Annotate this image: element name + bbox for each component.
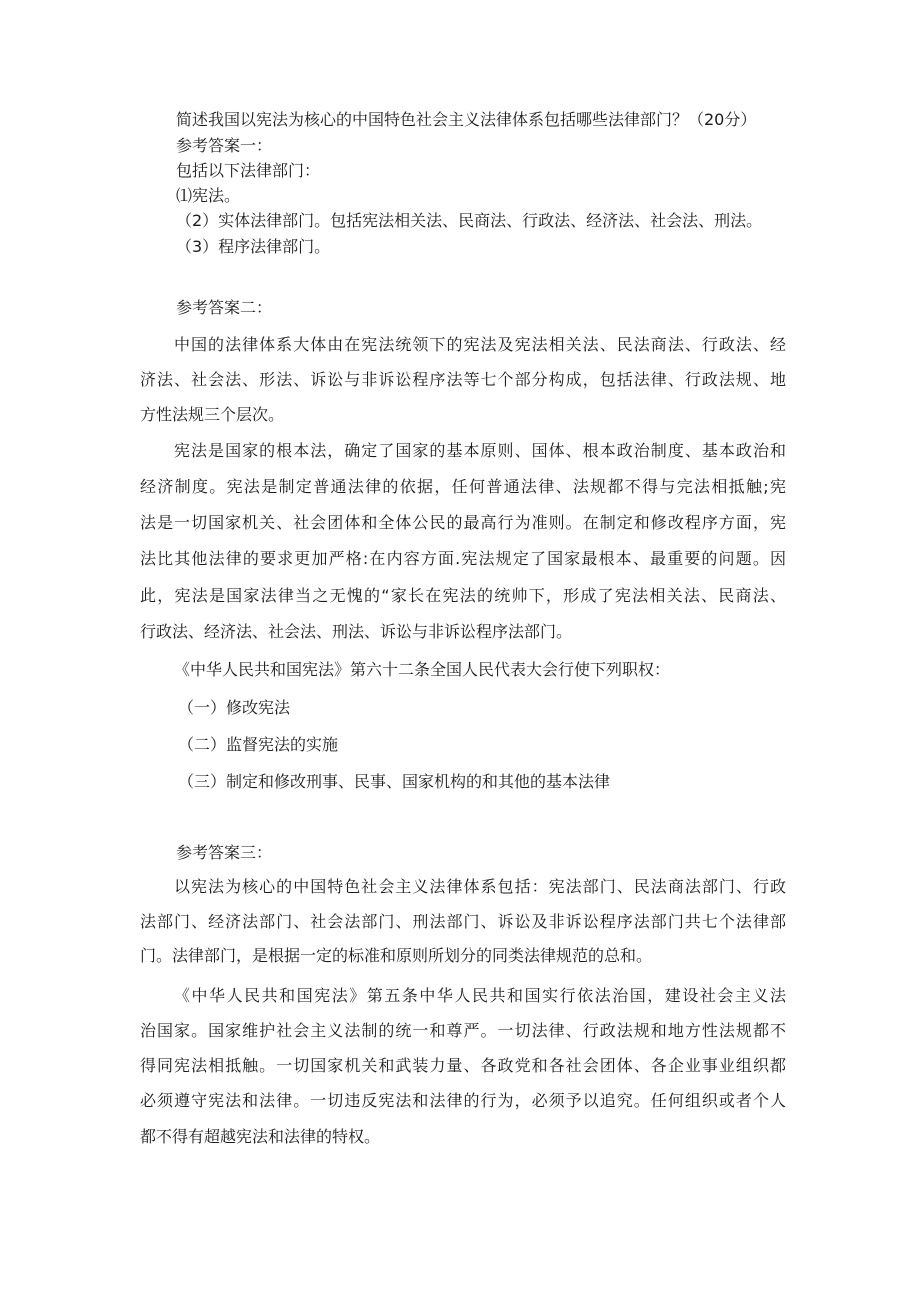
answer3-para2-line: 治国家。国家维护社会主义法制的统一和尊严。一切法律、行政法规和地方性法规都不 xyxy=(140,1021,786,1040)
answer1-item: （2）实体法律部门。包括宪法相关法、民商法、行政法、经济法、社会法、刑法。 xyxy=(176,211,763,230)
answer2-para2-line: 法比其他法律的要求更加严格:在内容方面.宪法规定了国家最根本、最重要的问题。因 xyxy=(140,549,786,568)
answer3-para2-line: 得同宪法相抵触。一切国家机关和武装力量、各政党和各社会团体、各企业事业组织都 xyxy=(140,1056,786,1075)
answer2-para2-line: 行政法、经济法、社会法、刑法、诉讼与非诉讼程序法部门。 xyxy=(140,622,573,641)
article62-intro: 《中华人民共和国宪法》第六十二条全国人民代表大会行使下列职权： xyxy=(174,660,671,679)
answer3-para2-line: 必须遵守宪法和法律。一切违反宪法和法律的行为，必须予以追究。任何组织或者个人 xyxy=(140,1091,786,1110)
answer3-para2-line: 《中华人民共和国宪法》第五条中华人民共和国实行依法治国，建设社会主义法 xyxy=(174,986,786,1005)
answer2-para2-line: 经济制度。宪法是制定普通法律的依据，任何普通法律、法规都不得与完法相抵触;宪 xyxy=(140,477,786,496)
answer2-para2-line: 法是一切国家机关、社会团体和全体公民的最高行为准则。在制定和修改程序方面，宪 xyxy=(140,513,786,532)
answer2-para2-line: 此，宪法是国家法律当之无愧的“家长在宪法的统帅下，形成了宪法相关法、民商法、 xyxy=(140,586,786,605)
answer2-para1-line: 中国的法律体系大体由在宪法统领下的宪法及宪法相关法、民法商法、行政法、经 xyxy=(174,335,786,354)
answer1-intro: 包括以下法律部门： xyxy=(176,161,321,180)
answer3-para1-line: 法部门、经济法部门、社会法部门、刑法部门、诉讼及非诉讼程序法部门共七个法律部 xyxy=(140,912,786,931)
answer1-heading: 参考答案一： xyxy=(176,136,273,155)
question-text: 简述我国以宪法为核心的中国特色社会主义法律体系包括哪些法律部门？（20分） xyxy=(176,110,757,129)
answer2-para1-line: 济法、社会法、形法、诉讼与非诉讼程序法等七个部分构成，包括法律、行政法规、地 xyxy=(140,370,786,389)
power-item: （三）制定和修改刑事、民事、国家机构的和其他的基本法律 xyxy=(178,772,611,791)
answer3-heading: 参考答案三： xyxy=(176,843,273,862)
answer3-para1-line: 以宪法为核心的中国特色社会主义法律体系包括：宪法部门、民法商法部门、行政 xyxy=(174,877,786,896)
answer3-para1-line: 门。法律部门，是根据一定的标准和原则所划分的同类法律规范的总和。 xyxy=(140,946,653,965)
answer1-item: （3）程序法律部门。 xyxy=(176,237,331,256)
answer2-para2-line: 宪法是国家的根本法，确定了国家的基本原则、国体、根本政治制度、基本政治和 xyxy=(174,441,786,460)
answer3-para2-line: 都不得有超越宪法和法律的特权。 xyxy=(140,1127,381,1146)
answer2-para1-line: 方性法规三个层次。 xyxy=(140,405,285,424)
answer1-item: ⑴宪法。 xyxy=(176,186,241,205)
power-item: （一）修改宪法 xyxy=(178,698,291,717)
power-item: （二）监督宪法的实施 xyxy=(178,735,339,754)
answer2-heading: 参考答案二： xyxy=(176,298,273,317)
